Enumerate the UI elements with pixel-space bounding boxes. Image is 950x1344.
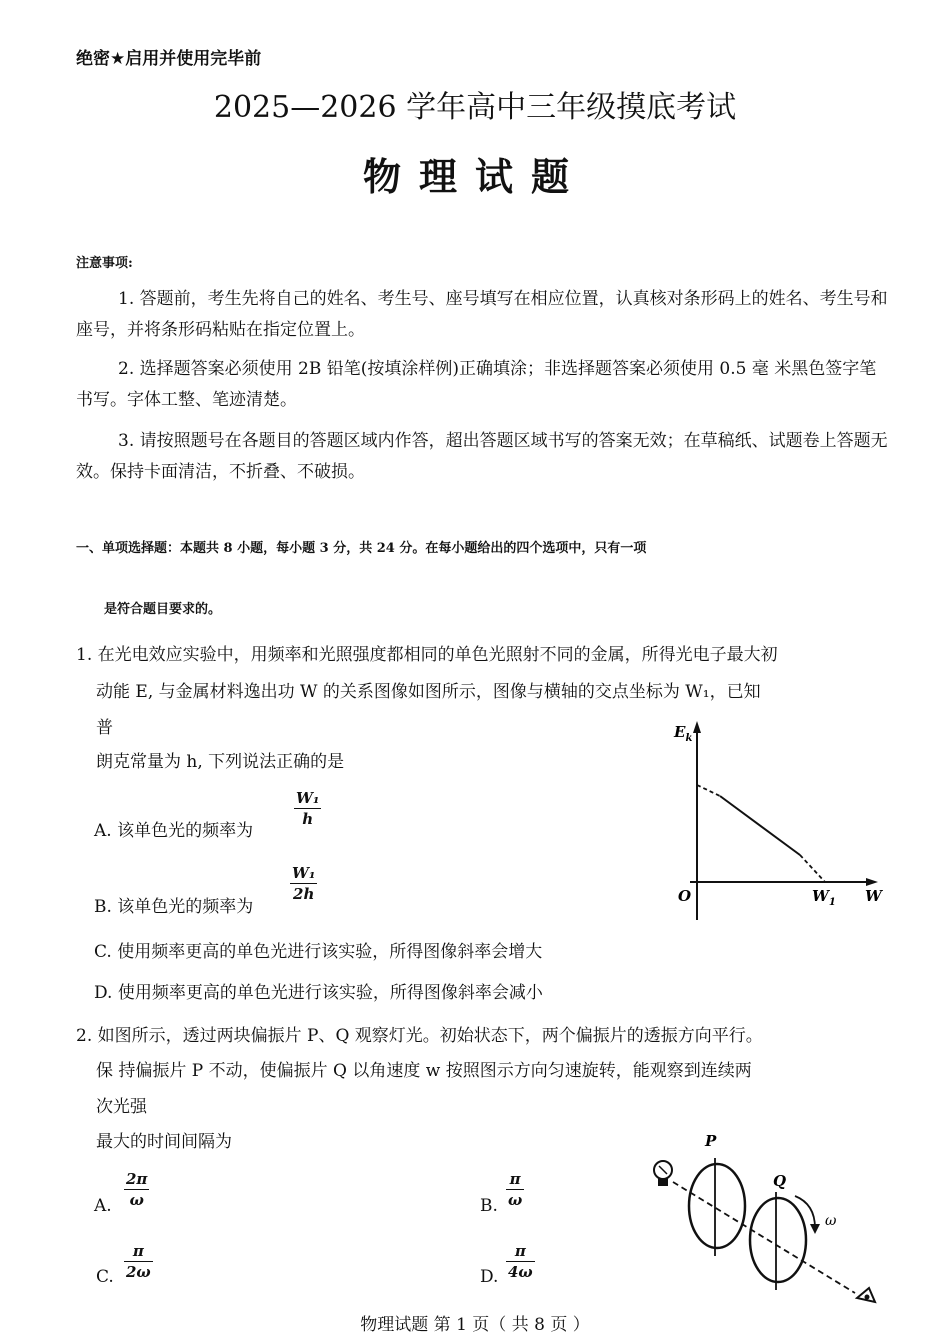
p-label: P bbox=[705, 1132, 717, 1150]
graph-line-dashed-start bbox=[697, 785, 720, 796]
q2-line-2: 保 持偏振片 P 不动，使偏振片 Q 以角速度 w 按照图示方向匀速旋转，能观察到连续两 bbox=[96, 1061, 752, 1081]
q2-option-a-denominator: ω bbox=[129, 1191, 144, 1209]
notice-item-2: 2. 选择题答案必须使用 2B 铅笔(按填涂样例)正确填涂；非选择题答案必须使用 0.5 毫 米黑色签字笔书写。字体工整、笔迹清楚。 bbox=[76, 359, 877, 410]
q2-option-c-numerator: π bbox=[132, 1242, 144, 1260]
x-axis-label: W bbox=[865, 887, 882, 905]
notice-item-1: 1. 答题前，考生先将自己的姓名、考生号、座号填写在相应位置，认真核对条形码上的姓名、考生号和座号，并将条形码粘贴在指定位置上。 bbox=[76, 289, 888, 340]
exam-title: 2025—2026 学年高中三年级摸底考试 bbox=[213, 90, 737, 125]
q-label: Q bbox=[773, 1172, 787, 1190]
q1-line-2: 动能 E, 与金属材料逸出功 W 的关系图像如图所示，图像与横轴的交点坐标为 W₁，已知 bbox=[96, 682, 761, 702]
q2-option-d-fraction bbox=[506, 1242, 535, 1281]
q1-option-a-fraction bbox=[294, 789, 321, 828]
q2-line-3: 次光强 bbox=[96, 1097, 147, 1117]
q1-ek-w-graph bbox=[660, 715, 890, 930]
fraction-bar bbox=[124, 1189, 149, 1190]
notice-heading: 注意事项: bbox=[76, 256, 133, 271]
lamp-icon bbox=[654, 1161, 672, 1186]
fraction-bar bbox=[124, 1261, 153, 1262]
confidentiality-notice: 绝密★启用并使用完毕前 bbox=[76, 49, 262, 69]
q1-line-4: 朗克常量为 h, 下列说法正确的是 bbox=[96, 752, 345, 772]
eye-icon bbox=[857, 1288, 875, 1302]
q1-option-a-denominator: h bbox=[302, 810, 314, 828]
x-axis-arrow bbox=[866, 878, 878, 886]
fraction-bar bbox=[290, 883, 317, 884]
w1-label: $W_1$ bbox=[812, 887, 836, 908]
q1-option-b-fraction bbox=[290, 864, 317, 903]
y-axis-arrow bbox=[693, 721, 701, 733]
q1-line-1: 1. 在光电效应实验中，用频率和光照强度都相同的单色光照射不同的金属，所得光电子最大初 bbox=[76, 645, 778, 665]
polarizer-p bbox=[689, 1164, 745, 1248]
section-heading-continued: 是符合题目要求的。 bbox=[104, 602, 222, 617]
q2-option-c-fraction bbox=[124, 1242, 153, 1281]
q2-option-c-denominator: 2ω bbox=[126, 1263, 151, 1281]
fraction-bar bbox=[506, 1189, 524, 1190]
page-footer: 物理试题 第 1 页（ 共 8 页 ） bbox=[360, 1315, 590, 1335]
q1-line-3: 普 bbox=[96, 718, 113, 738]
notice-item-3: 3. 请按照题号在各题目的答题区域内作答，超出答题区域书写的答案无效；在草稿纸、试题卷上答题无效。保持卡面清洁，不折叠、不破损。 bbox=[76, 431, 888, 482]
origin-label: O bbox=[678, 887, 692, 905]
q2-line-4: 最大的时间间隔为 bbox=[96, 1132, 232, 1152]
q2-option-b-denominator: ω bbox=[508, 1191, 523, 1209]
q2-option-b-label: B. bbox=[480, 1196, 498, 1216]
q1-option-d: D. 使用频率更高的单色光进行该实验，所得图像斜率会减小 bbox=[94, 983, 543, 1003]
section-heading: 一、单项选择题：本题共 8 小题，每小题 3 分，共 24 分。在每小题给出的四个选项中，只有一项 bbox=[76, 541, 647, 556]
q2-option-d-label: D. bbox=[480, 1267, 499, 1287]
q1-option-b-numerator: W₁ bbox=[292, 864, 316, 882]
q2-option-b-fraction bbox=[506, 1170, 524, 1209]
polarizer-q bbox=[750, 1198, 806, 1282]
q1-option-c: C. 使用频率更高的单色光进行该实验，所得图像斜率会增大 bbox=[94, 942, 543, 962]
q1-option-b: B. 该单色光的频率为 bbox=[94, 897, 254, 917]
q2-line-1: 2. 如图所示，透过两块偏振片 P、Q 观察灯光。初始状态下，两个偏振片的透振方向平行。 bbox=[76, 1026, 763, 1046]
y-axis-label: $E_k$ bbox=[674, 723, 693, 744]
q2-option-a-numerator: 2π bbox=[126, 1170, 148, 1188]
q2-option-b-numerator: π bbox=[509, 1170, 521, 1188]
fraction-bar bbox=[294, 808, 321, 809]
graph-line bbox=[720, 796, 800, 855]
q1-option-a: A. 该单色光的频率为 bbox=[94, 821, 254, 841]
fraction-bar bbox=[506, 1261, 535, 1262]
q2-option-c-label: C. bbox=[96, 1267, 114, 1287]
q2-option-d-numerator: π bbox=[514, 1242, 526, 1260]
omega-label: ω bbox=[825, 1213, 837, 1229]
q2-option-a-label: A. bbox=[94, 1196, 112, 1216]
q2-polarizer-figure bbox=[645, 1128, 885, 1308]
graph-line-dashed-end bbox=[800, 855, 825, 882]
rotation-arrowhead bbox=[810, 1224, 820, 1234]
q1-option-b-denominator: 2h bbox=[293, 885, 315, 903]
q2-option-a-fraction bbox=[124, 1170, 149, 1209]
q1-option-a-numerator: W₁ bbox=[296, 789, 320, 807]
q2-option-d-denominator: 4ω bbox=[508, 1263, 533, 1281]
subject-title: 物理试题 bbox=[362, 155, 587, 199]
